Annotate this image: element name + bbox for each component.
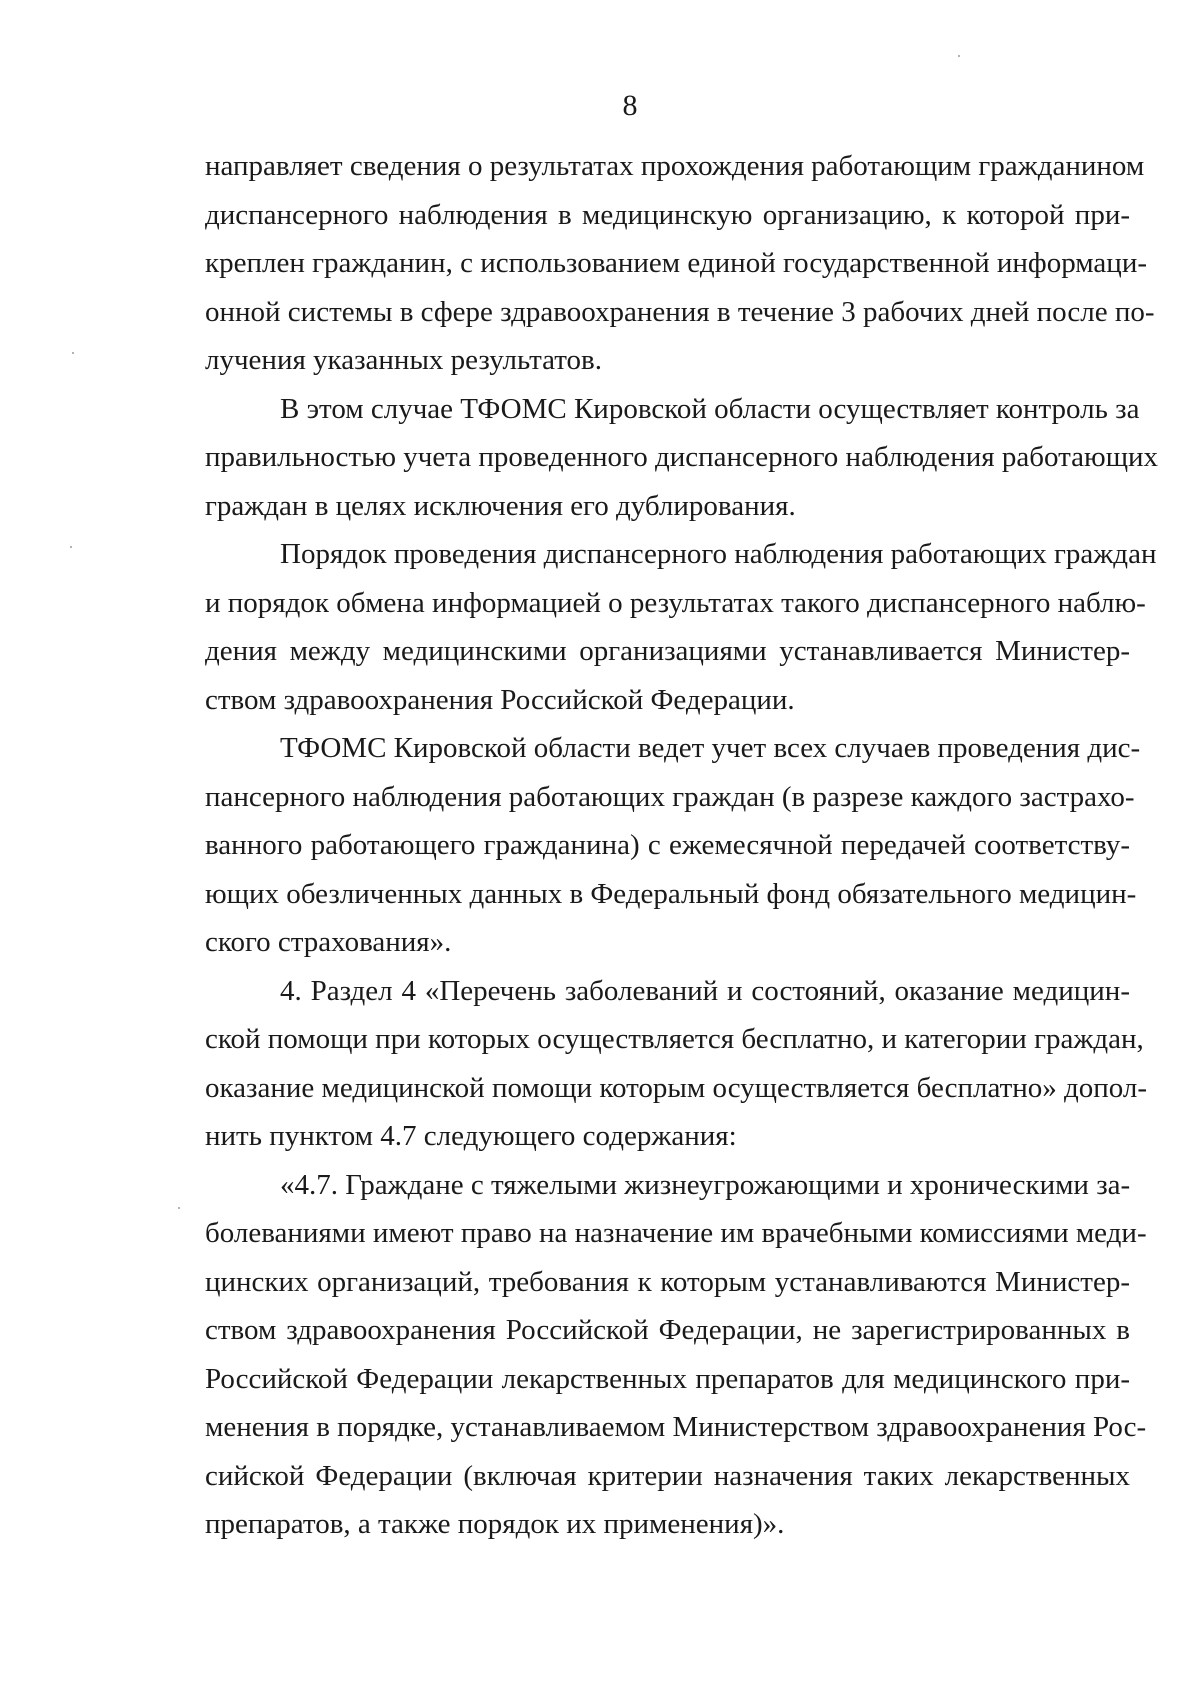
text-line: граждан в целях исключения его дублирования. [205, 489, 796, 522]
page-number: 8 [622, 89, 638, 122]
text-line: оказание медицинской помощи которым осуществляется бесплатно» допол- [205, 1071, 1148, 1104]
paragraph-3 [205, 530, 1157, 724]
paragraph-4 [205, 724, 1141, 967]
text-line: онной системы в сфере здравоохранения в течение 3 рабочих дней после по- [205, 295, 1155, 328]
paragraph-6 [205, 1161, 1147, 1549]
text-line: правильностью учета проведенного диспансерного наблюдения работающих [205, 441, 1159, 473]
text-line: В этом случае ТФОМС Кировской области осуществляет контроль за [280, 392, 1140, 425]
text-line: препаратов, а также порядок их применения)». [205, 1508, 785, 1540]
text-line: ством здравоохранения Российской Федерации. [205, 683, 795, 716]
text-line: направляет сведения о результатах прохождения работающим гражданином [205, 150, 1145, 182]
paragraph-2 [205, 385, 1159, 531]
text-line: Российской Федерации лекарственных препаратов для медицинского при- [205, 1362, 1130, 1395]
text-line: ванного работающего гражданина) с ежемесячной передачей соответству- [205, 829, 1130, 861]
text-line: Порядок проведения диспансерного наблюдения работающих граждан [280, 538, 1157, 570]
text-line: болеваниями имеют право на назначение им врачебными комиссиями меди- [205, 1217, 1147, 1249]
paragraph-1 [205, 142, 1155, 385]
text-line: ского страхования». [205, 926, 452, 958]
text-line: «4.7. Граждане с тяжелыми жизнеугрожающими и хроническими за- [280, 1168, 1131, 1201]
text-line: ством здравоохранения Российской Федерации, не зарегистрированных в [205, 1314, 1130, 1346]
text-line: креплен гражданин, с использованием единой государственной информаци- [205, 247, 1148, 279]
scan-speck [178, 1207, 180, 1209]
scan-speck [72, 352, 74, 354]
scan-speck [70, 546, 72, 548]
paragraph-5 [205, 967, 1148, 1161]
text-line: дения между медицинскими организациями устанавливается Министер- [205, 635, 1130, 667]
text-line: менения в порядке, устанавливаемом Министерством здравоохранения Рос- [205, 1411, 1147, 1443]
text-line: пансерного наблюдения работающих граждан (в разрезе каждого застрахо- [205, 780, 1135, 813]
text-line: ТФОМС Кировской области ведет учет всех случаев проведения дис- [280, 732, 1141, 764]
document-body [205, 142, 1159, 1549]
scan-speck [958, 55, 960, 57]
text-line: нить пунктом 4.7 следующего содержания: [205, 1120, 737, 1152]
text-line: сийской Федерации (включая критерии назначения таких лекарственных [205, 1459, 1130, 1492]
text-line: ющих обезличенных данных в Федеральный фонд обязательного медицин- [205, 877, 1137, 910]
text-line: цинских организаций, требования к которым устанавливаются Министер- [205, 1265, 1130, 1298]
text-line: 4. Раздел 4 «Перечень заболеваний и состояний, оказание медицин- [280, 974, 1130, 1007]
text-line: лучения указанных результатов. [205, 344, 602, 376]
text-line: диспансерного наблюдения в медицинскую организацию, к которой при- [205, 198, 1130, 231]
text-line: ской помощи при которых осуществляется бесплатно, и категории граждан, [205, 1023, 1144, 1055]
text-line: и порядок обмена информацией о результатах такого диспансерного наблю- [205, 586, 1146, 619]
